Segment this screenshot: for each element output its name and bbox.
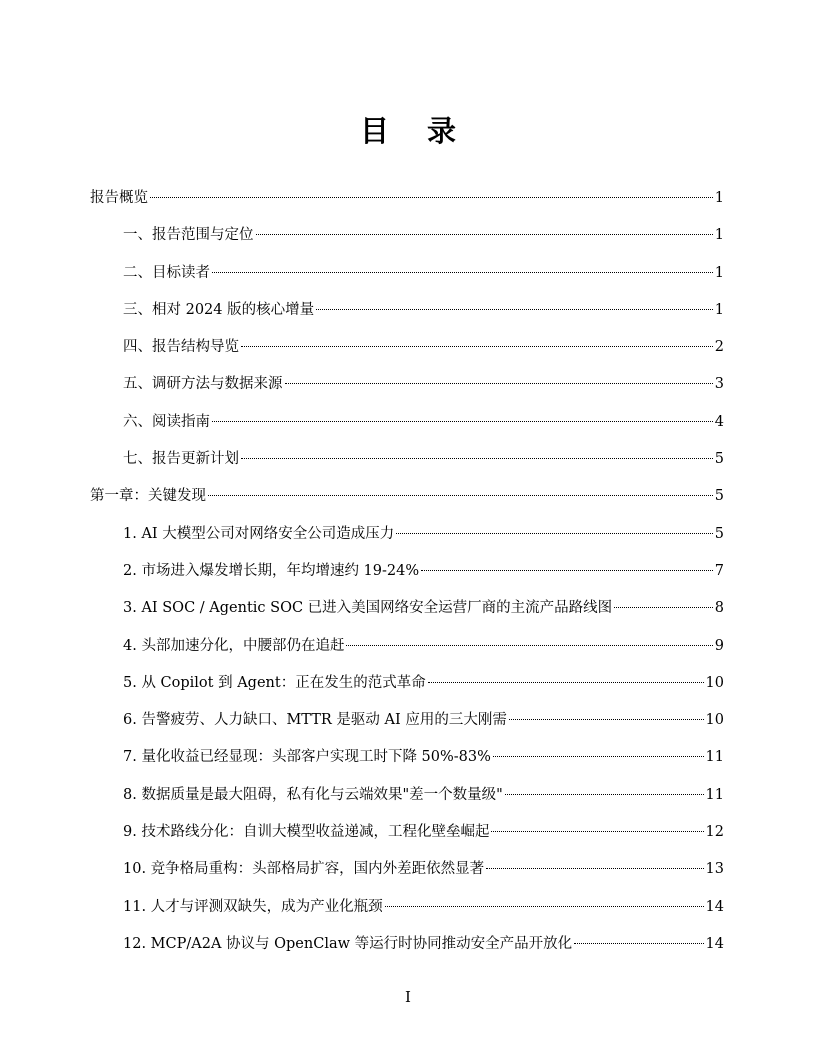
dot-leader — [241, 346, 713, 347]
toc-entry[interactable] — [90, 590, 724, 627]
dot-leader — [212, 272, 713, 273]
dot-leader — [491, 831, 703, 832]
toc-entry-page-number: 5 — [714, 488, 724, 505]
toc-entry-page-number: 10 — [705, 674, 724, 691]
toc-entry[interactable] — [90, 441, 724, 478]
toc-entry-page-number: 8 — [714, 600, 724, 617]
toc-entry[interactable] — [90, 851, 724, 888]
toc-entry-title: 10. 竞争格局重构：头部格局扩容，国内外差距依然显著 — [123, 861, 485, 878]
dot-leader — [212, 421, 713, 422]
toc-entry-page-number: 5 — [714, 525, 724, 542]
toc-entry[interactable] — [90, 478, 724, 515]
dot-leader — [486, 868, 703, 869]
dot-leader — [208, 495, 713, 496]
toc-entry[interactable] — [90, 217, 724, 254]
toc-entry[interactable] — [90, 814, 724, 851]
dot-leader — [428, 682, 704, 683]
toc-entry-title: 12. MCP/A2A 协议与 OpenClaw 等运行时协同推动安全产品开放化 — [123, 935, 573, 952]
dot-leader — [150, 197, 713, 198]
toc-entry-title: 4. 头部加速分化，中腰部仍在追赶 — [123, 637, 345, 654]
toc-entry-page-number: 13 — [705, 861, 724, 878]
toc-entry-title: 七、报告更新计划 — [123, 451, 239, 468]
dot-leader — [505, 794, 704, 795]
toc-entry[interactable] — [90, 702, 724, 739]
toc-entry[interactable] — [90, 665, 724, 702]
toc-entry[interactable] — [90, 777, 724, 814]
toc-entry[interactable] — [90, 739, 724, 776]
toc-entry[interactable] — [90, 366, 724, 403]
toc-entry-title: 8. 数据质量是最大阻碍，私有化与云端效果"差一个数量级" — [123, 786, 503, 803]
toc-entry[interactable] — [90, 889, 724, 926]
page-title: 目 录 — [359, 114, 471, 149]
toc-entry[interactable] — [90, 628, 724, 665]
dot-leader — [614, 607, 713, 608]
toc-entry-page-number: 1 — [714, 227, 724, 244]
dot-leader — [574, 943, 703, 944]
toc-entry[interactable] — [90, 180, 724, 217]
dot-leader — [509, 719, 704, 720]
dot-leader — [396, 533, 713, 534]
dot-leader — [421, 570, 713, 571]
toc-entry-page-number: 2 — [714, 339, 724, 356]
toc-entry-title: 5. 从 Copilot 到 Agent：正在发生的范式革命 — [123, 674, 426, 691]
toc-entry-title: 6. 告警疲劳、人力缺口、MTTR 是驱动 AI 应用的三大刚需 — [123, 712, 507, 729]
toc-entry-title: 六、阅读指南 — [123, 413, 210, 430]
toc-entry-page-number: 1 — [714, 190, 724, 206]
dot-leader — [385, 906, 704, 907]
toc-entry-page-number: 12 — [705, 824, 724, 841]
toc-entry[interactable] — [90, 404, 724, 441]
toc-entry-page-number: 14 — [705, 935, 724, 952]
toc-entry-page-number: 10 — [705, 712, 724, 729]
toc-entry-page-number: 1 — [714, 264, 724, 281]
toc-entry-page-number: 5 — [714, 451, 724, 468]
toc-entry-page-number: 11 — [705, 786, 724, 803]
toc-entry-title: 四、报告结构导览 — [123, 339, 239, 356]
table-of-contents — [90, 180, 724, 963]
toc-entry-title: 三、相对 2024 版的核心增量 — [123, 301, 315, 318]
toc-entry[interactable] — [90, 516, 724, 553]
toc-entry[interactable] — [90, 553, 724, 590]
toc-entry-title: 3. AI SOC / Agentic SOC 已进入美国网络安全运营厂商的主流产品路线图 — [123, 600, 613, 617]
dot-leader — [493, 756, 704, 757]
toc-entry-page-number: 3 — [714, 376, 724, 393]
toc-entry-title: 第一章：关键发现 — [90, 488, 206, 505]
dot-leader — [316, 309, 713, 310]
toc-entry-page-number: 4 — [714, 413, 724, 430]
toc-entry-title: 一、报告范围与定位 — [123, 227, 254, 244]
dot-leader — [241, 458, 713, 459]
toc-entry-page-number: 7 — [714, 562, 724, 579]
toc-entry-page-number: 14 — [705, 898, 724, 915]
toc-entry-title: 11. 人才与评测双缺失，成为产业化瓶颈 — [123, 898, 383, 915]
toc-entry-title: 二、目标读者 — [123, 264, 210, 281]
toc-entry-page-number: 9 — [714, 637, 724, 654]
toc-entry-page-number: 1 — [714, 301, 724, 318]
toc-entry[interactable] — [90, 329, 724, 366]
toc-entry-title: 9. 技术路线分化：自训大模型收益递减，工程化壁垒崛起 — [123, 824, 490, 841]
toc-entry-title: 2. 市场进入爆发增长期，年均增速约 19-24% — [123, 562, 420, 579]
page-number: I — [405, 988, 411, 1006]
toc-entry-title: 五、调研方法与数据来源 — [123, 376, 283, 393]
toc-entry-page-number: 11 — [705, 749, 724, 766]
dot-leader — [346, 645, 712, 646]
toc-entry[interactable] — [90, 255, 724, 292]
toc-entry-title: 7. 量化收益已经显现：头部客户实现工时下降 50%-83% — [123, 749, 491, 766]
toc-entry-title: 报告概览 — [90, 190, 148, 206]
toc-entry-title: 1. AI 大模型公司对网络安全公司造成压力 — [123, 525, 395, 542]
toc-entry[interactable] — [90, 292, 724, 329]
dot-leader — [256, 234, 713, 235]
toc-entry[interactable] — [90, 926, 724, 963]
dot-leader — [285, 383, 713, 384]
